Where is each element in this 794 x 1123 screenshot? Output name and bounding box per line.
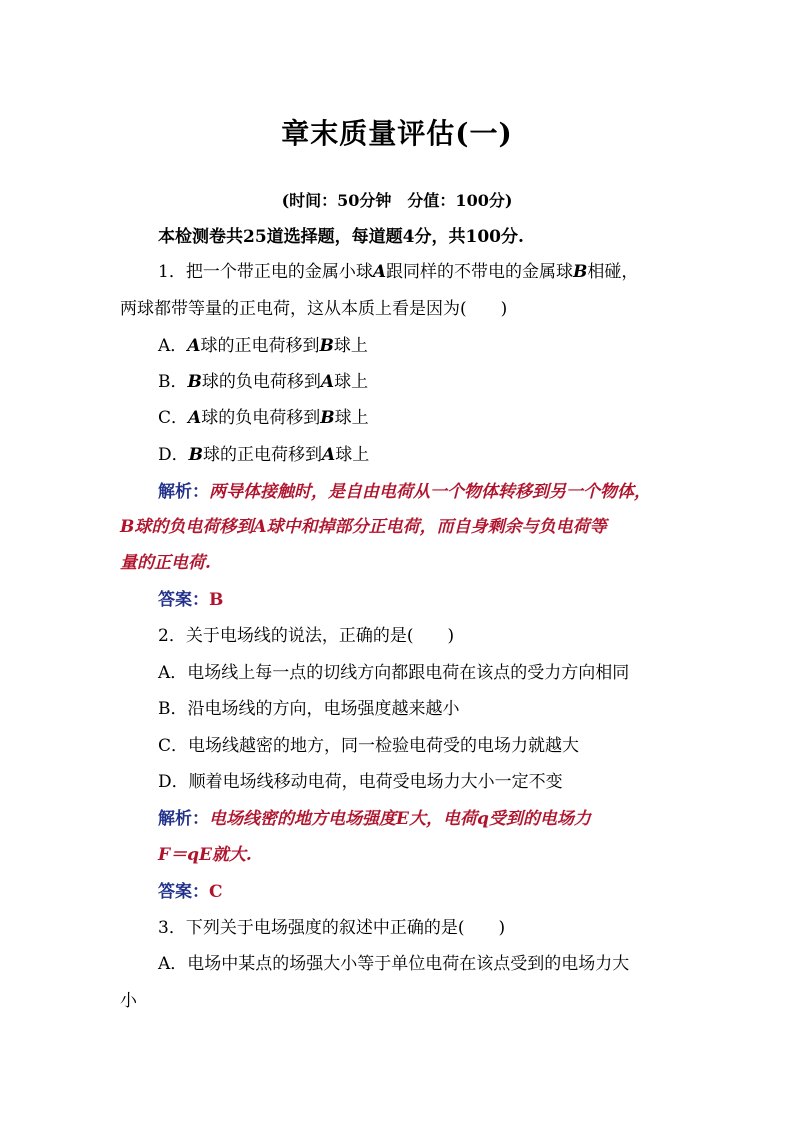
q1-stem-text-a: 1．把一个带正电的金属小球	[158, 262, 373, 282]
option-var: B	[320, 408, 335, 428]
option-text: 球上	[335, 445, 370, 465]
intro-text: 本检测卷共25道选择题，每道题4分，共100分.	[158, 227, 524, 247]
q1-var-B: B	[573, 262, 588, 282]
q1-analysis-line1	[158, 480, 680, 504]
option-letter: D．	[158, 445, 189, 465]
q2-option-a: A．电场线上每一点的切线方向都跟电荷在该点的受力方向相同	[158, 663, 630, 683]
analysis-colon: ：	[192, 482, 209, 502]
answer-value: B	[209, 590, 224, 610]
analysis-text: 电场线密的地方电场强度	[209, 809, 396, 829]
option-var: A	[188, 408, 202, 428]
q3-option-a-line2: 小	[120, 991, 137, 1011]
analysis-text: 大，电荷	[408, 809, 477, 829]
q1-option-d	[158, 443, 680, 467]
analysis-formula: F＝qE	[158, 845, 212, 865]
analysis-text: 受到的电场力	[488, 809, 591, 829]
analysis-label: 解析	[158, 482, 192, 502]
option-text: 球上	[334, 372, 369, 392]
q1-answer	[158, 588, 680, 612]
option-var: A	[320, 372, 335, 392]
option-text: 球的正电荷移到	[200, 336, 320, 356]
q1-option-a	[158, 334, 680, 358]
exam-meta: (时间：50分钟 分值：100分)	[281, 191, 513, 210]
q1-stem-line1	[158, 260, 680, 284]
answer-label: 答案	[158, 590, 192, 610]
analysis-text: 就大.	[211, 845, 252, 865]
analysis-label: 解析	[158, 809, 192, 829]
option-text: 球的负电荷移到	[201, 372, 321, 392]
option-var: B	[187, 372, 202, 392]
answer-value: C	[209, 882, 223, 902]
q1-stem-line2: 两球都带等量的正电荷，这从本质上看是因为( )	[120, 299, 508, 319]
analysis-var: A	[253, 517, 267, 537]
analysis-text: 球中和掉部分正电荷，而自身剩余与负电荷等	[266, 517, 607, 537]
option-letter: C．	[158, 408, 189, 428]
q2-analysis-line1	[158, 807, 680, 831]
q2-answer	[158, 880, 680, 904]
q1-option-b	[158, 370, 680, 394]
option-var: B	[188, 445, 204, 465]
q1-analysis-line3	[120, 551, 680, 575]
analysis-colon: ：	[192, 809, 209, 829]
answer-colon: ：	[192, 882, 209, 902]
option-text: 球的负电荷移到	[201, 408, 321, 428]
q3-option-a-line1: A．电场中某点的场强大小等于单位电荷在该点受到的电场力大	[158, 954, 630, 974]
option-text: 球的正电荷移到	[203, 445, 323, 465]
analysis-text: 两导体接触时，是自由电荷从一个物体转移到另一个物体，	[209, 482, 651, 502]
q2-option-c: C．电场线越密的地方，同一检验电荷受的电场力就越大	[158, 736, 580, 756]
analysis-text: 量的正电荷.	[120, 553, 211, 573]
answer-colon: ：	[192, 590, 209, 610]
q2-analysis-line2	[158, 843, 680, 867]
q2-option-b: B．沿电场线的方向，电场强度越来越小	[158, 699, 460, 719]
option-var: A	[187, 336, 201, 356]
option-var: A	[322, 445, 336, 465]
option-text: 球上	[334, 408, 369, 428]
option-letter: A．	[158, 336, 188, 356]
q3-stem: 3．下列关于电场强度的叙述中正确的是( )	[158, 918, 506, 938]
q1-stem-text-b: 跟同样的不带电的金属球	[386, 262, 574, 282]
q2-option-d: D．顺着电场线移动电荷，电荷受电场力大小一定不变	[158, 772, 563, 792]
analysis-var: B	[120, 517, 135, 537]
analysis-text: 球的负电荷移到	[134, 517, 254, 537]
page-title: 章末质量评估(一)	[281, 117, 513, 150]
q1-option-c	[158, 406, 680, 430]
analysis-var: q	[476, 809, 489, 829]
q1-analysis-line2	[120, 515, 680, 539]
option-var: B	[319, 336, 334, 356]
q1-stem-text-c: 相碰，	[587, 262, 639, 282]
option-letter: B．	[158, 372, 188, 392]
analysis-var: E	[396, 809, 409, 829]
q2-stem: 2．关于电场线的说法，正确的是( )	[158, 626, 455, 646]
q1-var-A: A	[372, 262, 387, 282]
answer-label: 答案	[158, 882, 192, 902]
option-text: 球上	[333, 336, 368, 356]
